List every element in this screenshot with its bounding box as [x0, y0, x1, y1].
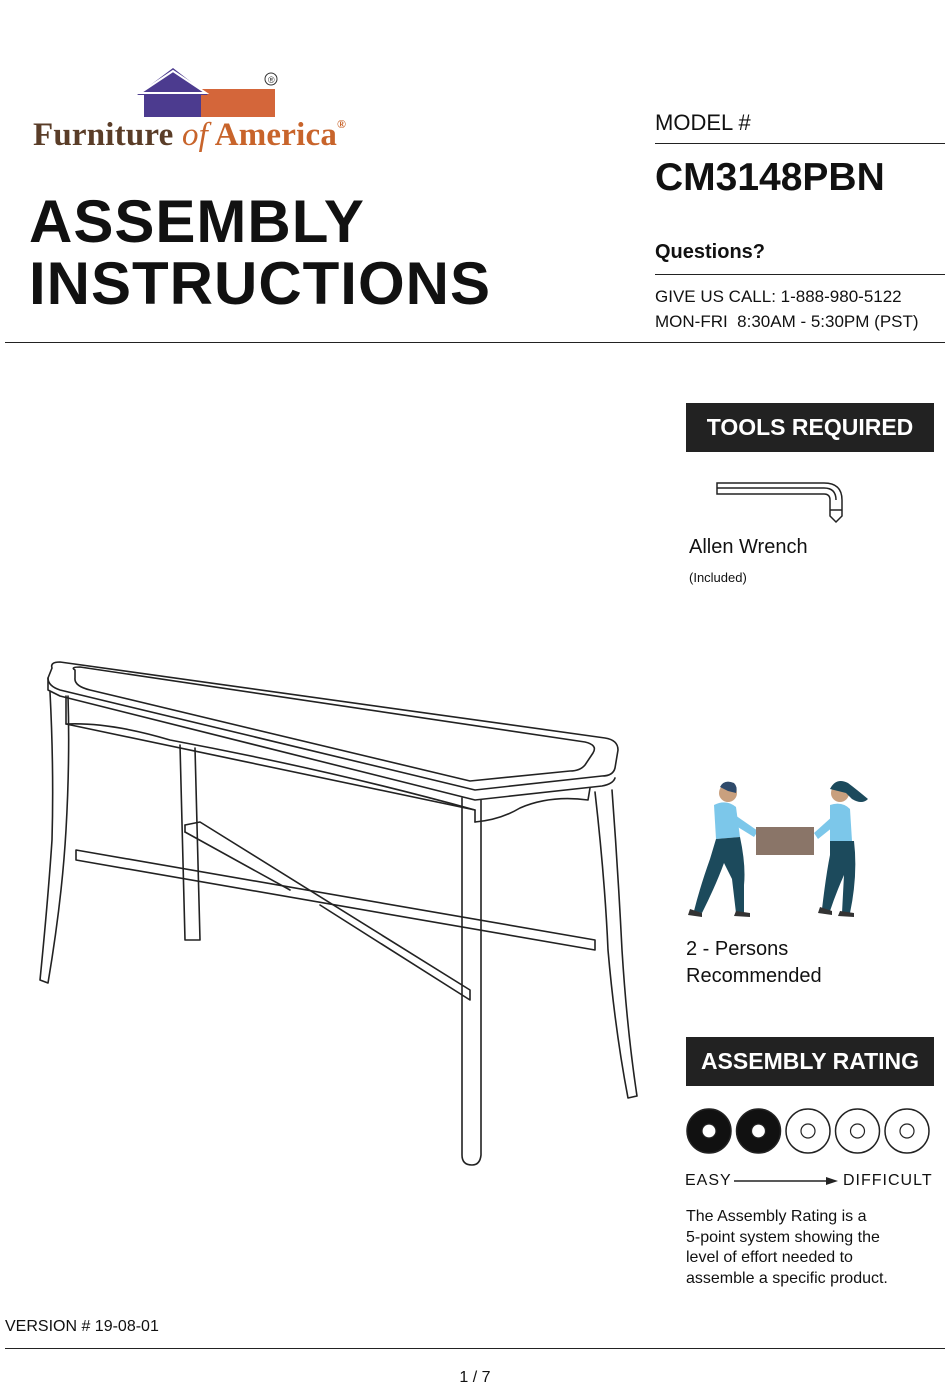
registered-mark: ®: [337, 117, 347, 131]
divider: [655, 143, 945, 144]
allen-wrench-icon: [714, 480, 850, 526]
rating-description: [686, 1207, 926, 1289]
two-persons-carrying-box: [680, 775, 880, 925]
footer-divider: [5, 1348, 945, 1349]
brand-name-part1: Furniture: [33, 117, 182, 153]
person-right-icon: [814, 781, 868, 917]
tools-required-header: TOOLS REQUIRED: [686, 403, 934, 452]
hours-line: MON-FRI 8:30AM - 5:30PM (PST): [655, 312, 919, 331]
title-line1: ASSEMBLY: [29, 188, 365, 255]
rating-description-line: assemble a specific product.: [686, 1269, 888, 1287]
scale-arrow-icon: [734, 1174, 840, 1188]
house-logo-icon: [30, 60, 360, 120]
persons-line1: 2 - Persons: [686, 938, 789, 960]
rating-circles: [684, 1105, 936, 1157]
phone-line: GIVE US CALL: 1-888-980-5122: [655, 287, 902, 306]
questions-heading: Questions?: [655, 241, 766, 263]
rating-circle-empty: [836, 1109, 880, 1153]
brand-logo: [30, 60, 360, 160]
tool-name: Allen Wrench: [689, 536, 808, 558]
registered-mark-top: ®: [268, 75, 275, 85]
divider: [655, 274, 945, 275]
page-number: 1 / 7: [459, 1369, 491, 1386]
persons-line2: Recommended: [686, 965, 822, 987]
model-number: CM3148PBN: [655, 156, 885, 199]
rating-circle-filled: [687, 1109, 731, 1153]
rating-description-line: The Assembly Rating is a: [686, 1208, 867, 1225]
rating-circle-empty: [885, 1109, 929, 1153]
brand-name: [33, 117, 346, 154]
model-label: MODEL #: [655, 110, 751, 135]
rating-description-line: level of effort needed to: [686, 1249, 853, 1266]
difficult-label: DIFFICULT: [843, 1172, 933, 1189]
rating-circle-empty: [786, 1109, 830, 1153]
box-icon: [756, 827, 814, 855]
brand-name-part2: of: [181, 117, 209, 153]
console-table-drawing: [30, 650, 650, 1180]
title-line2: INSTRUCTIONS: [29, 250, 491, 317]
rating-circle-filled: [737, 1109, 781, 1153]
assembly-rating-header: ASSEMBLY RATING: [686, 1037, 934, 1086]
header-divider: [5, 342, 945, 343]
brand-name-part3: America: [208, 117, 338, 153]
rating-description-line: 5-point system showing the: [686, 1228, 880, 1246]
person-left-icon: [688, 782, 758, 917]
tool-note: (Included): [689, 570, 747, 585]
easy-label: EASY: [685, 1172, 732, 1189]
version-label: VERSION # 19-08-01: [5, 1318, 159, 1335]
